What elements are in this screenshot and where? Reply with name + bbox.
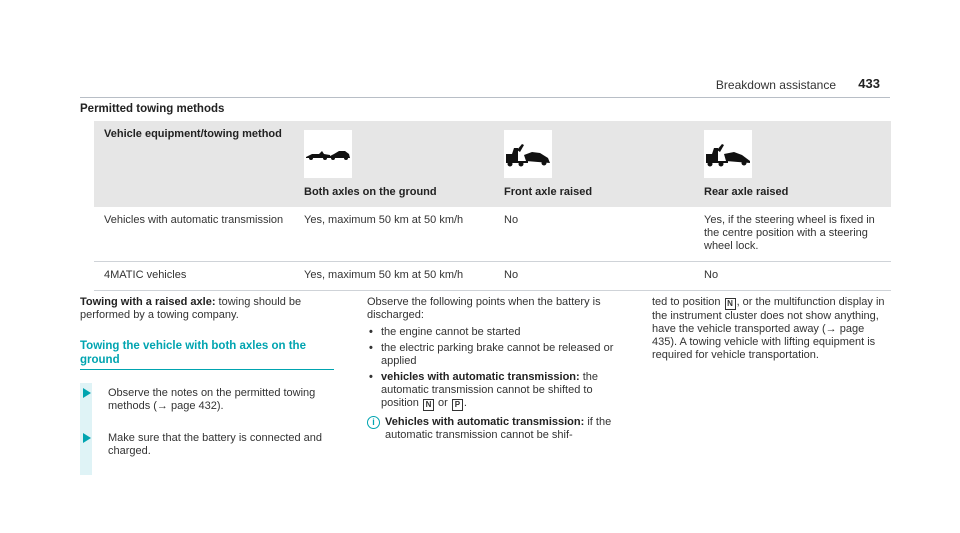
row-cell: Yes, maximum 50 km at 50 km/h — [294, 262, 494, 291]
bullet-icon: • — [369, 326, 373, 338]
row-cell: Yes, maximum 50 km at 50 km/h — [294, 207, 494, 262]
column-left — [80, 296, 342, 458]
section-heading: Towing the vehicle with both axles on the ground — [80, 339, 334, 370]
table-row — [94, 262, 891, 291]
arrow-right-icon — [83, 388, 91, 398]
raised-axle-text: towing should be performed by a towing company. — [80, 296, 302, 321]
row-cell: Yes, if the steering wheel is fixed in the centre position with a steering wheel lock. — [694, 207, 891, 262]
bullet-icon: • — [369, 371, 373, 383]
row-cell: No — [494, 207, 694, 262]
col3-text-a: ted to position — [652, 296, 721, 308]
bullet-text: the electric parking brake cannot be released or applied — [381, 342, 614, 367]
column-right — [652, 296, 892, 362]
towing-methods-table — [94, 121, 891, 291]
bullet-text: the engine cannot be started — [381, 326, 521, 338]
note-bold: Vehicles with automatic transmission: — [385, 416, 585, 428]
step2-text: Make sure that the battery is connected and charged. — [108, 432, 323, 457]
note-text: if the automatic transmission cannot be shif- — [385, 416, 612, 441]
list-item: • vehicles with automatic transmission: the automatic transmission cannot be shifted to position N or P . — [369, 371, 599, 409]
table-header-row — [94, 121, 891, 207]
bullet-text: the automatic transmission cannot be shifted to position — [381, 371, 599, 409]
raised-axle-bold: Towing with a raised axle: — [80, 296, 216, 308]
header-divider — [80, 97, 890, 98]
gear-p-icon: P — [452, 399, 463, 411]
tow-truck-front-raised-icon — [504, 130, 552, 178]
battery-intro: Observe the following points when the battery is discharged: — [367, 296, 601, 321]
info-icon: i — [367, 416, 380, 429]
col3-text-c: ). A towing vehicle with lifting equipment is required for vehicle transportation. — [652, 336, 876, 361]
step-battery — [80, 432, 342, 458]
bullet-bold: vehicles with automatic transmission: — [381, 371, 580, 383]
col3-text-b: , or the multifunction display in the instrument cluster does not show anything, have the vehicle transported away ( — [652, 296, 885, 335]
note-automatic-transmission — [367, 416, 629, 442]
page-number: 433 — [858, 76, 880, 91]
header-both-axles — [294, 121, 494, 207]
column-middle — [367, 296, 629, 442]
step-observe-notes — [80, 387, 342, 413]
header-vehicle-equipment: Vehicle equipment/towing method — [94, 121, 294, 207]
table-row — [94, 207, 891, 262]
bullet-icon: • — [369, 342, 373, 354]
table-title: Permitted towing methods — [80, 103, 225, 115]
raised-axle-paragraph — [80, 296, 342, 322]
list-item — [367, 326, 629, 339]
or-text: or — [438, 397, 448, 409]
header-rear-raised — [694, 121, 891, 207]
page-ref-link[interactable]: → page 435 — [652, 323, 865, 348]
gear-n-icon: N — [423, 399, 434, 411]
tow-truck-rear-raised-icon — [704, 130, 752, 178]
header-front-raised — [494, 121, 694, 207]
row-cell: No — [494, 262, 694, 291]
header-front-raised-label: Front axle raised — [504, 186, 593, 198]
step1-text: Observe the notes on the permitted towing methods ( — [108, 387, 316, 412]
header-both-axles-label: Both axles on the ground — [304, 186, 437, 198]
row-label: 4MATIC vehicles — [94, 262, 294, 291]
section-title: Breakdown assistance — [715, 78, 836, 92]
battery-bullet-list — [367, 326, 629, 411]
gear-n-icon: N — [725, 298, 736, 310]
arrow-right-icon — [83, 433, 91, 443]
row-cell: No — [694, 262, 891, 291]
row-label: Vehicles with automatic transmission — [94, 207, 294, 262]
car-both-axles-icon — [304, 130, 352, 178]
page-ref-link[interactable]: → page 432). — [156, 400, 224, 412]
list-item — [367, 342, 629, 368]
header-rear-raised-label: Rear axle raised — [704, 186, 789, 198]
